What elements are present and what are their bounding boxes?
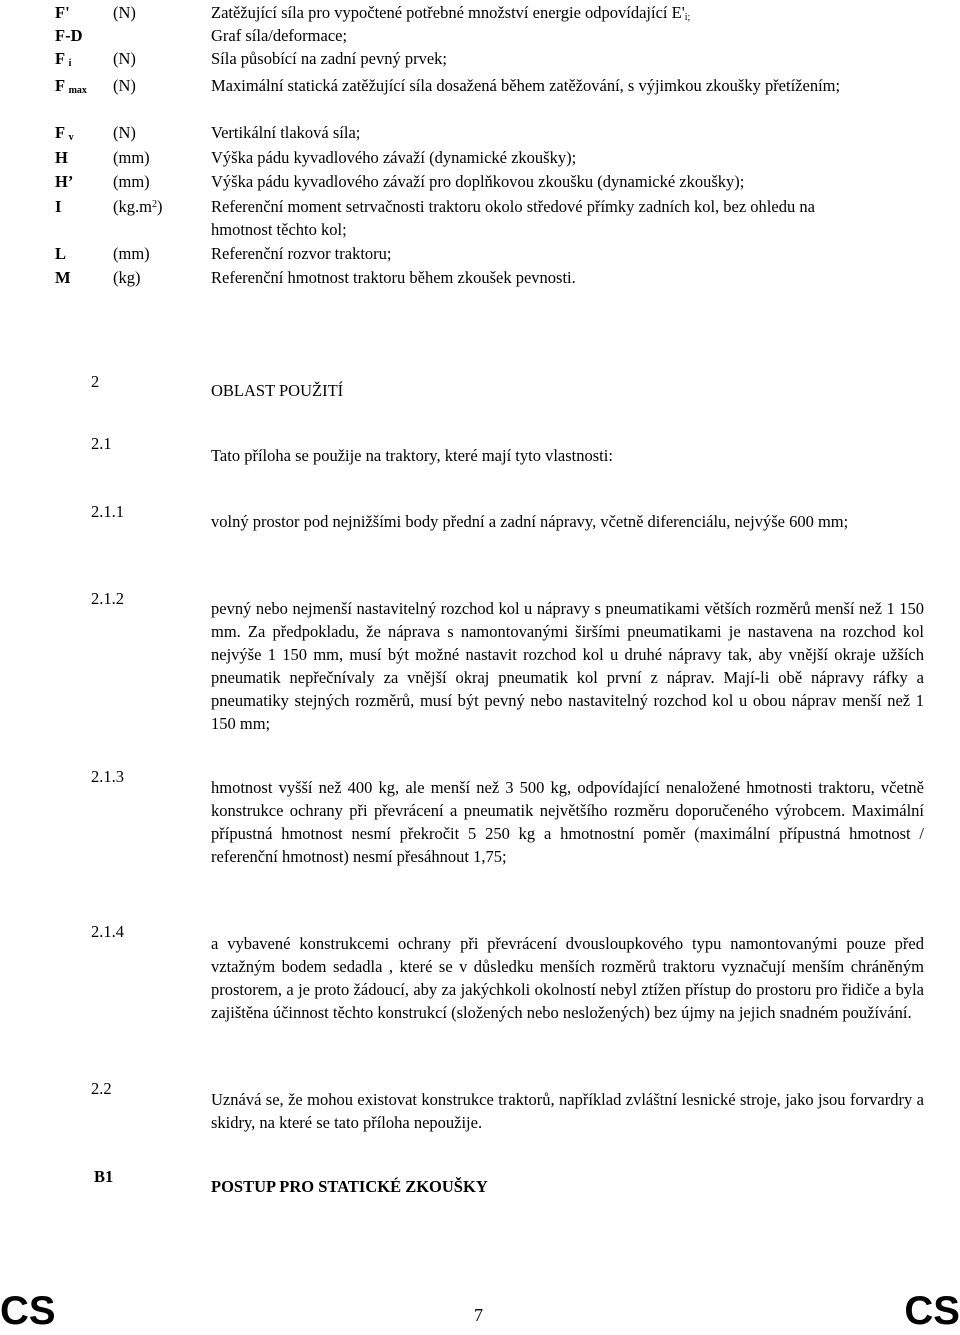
symbol-description: Výška pádu kyvadlového závaží pro doplňkovou zkoušku (dynamické zkoušky); bbox=[211, 172, 745, 191]
unit: (N) bbox=[113, 123, 136, 142]
symbol: H’ bbox=[55, 172, 74, 191]
symbol-description: Zatěžující síla pro vypočtené potřebné množství energie odpovídající $E'_{i;}$ bbox=[211, 3, 691, 23]
symbol: F $_i$ bbox=[55, 49, 72, 69]
symbol-description: Referenční moment setrvačnosti traktoru okolo středové přímky zadních kol, bez ohledu na hmotnost těchto kol; bbox=[211, 197, 815, 239]
unit: (mm) bbox=[113, 148, 150, 167]
item-text: hmotnost vyšší než 400 kg, ale menší než 3 500 kg, odpovídající nenaložené hmotnosti traktoru, včetně konstrukce ochrany při převrácení a pneumatik největšího rozměru doporučeného výrobcem. Maximální přípustná hmotnost nesmí překročit 5 250 kg a hmotnostní poměr (maximální přípustná hmotnost / referenční hmotnost) nesmí přesáhnout 1,75; bbox=[211, 778, 924, 866]
symbol-description: Síla působící na zadní pevný prvek; bbox=[211, 49, 447, 68]
item-number: 2.1.3 bbox=[91, 767, 124, 786]
footer-language-left: CS bbox=[0, 1289, 56, 1333]
symbol-description: Výška pádu kyvadlového závaží (dynamické zkoušky); bbox=[211, 148, 577, 167]
item-number: 2.1.4 bbox=[91, 922, 124, 941]
symbol: F $_{max}$ bbox=[55, 76, 87, 96]
item-number: 2.1 bbox=[91, 434, 112, 453]
item-text: a vybavené konstrukcemi ochrany při převrácení dvousloupkového typu namontovanými pouze před vztažným bodem sedadla , které se v důsledku menších rozměrů traktoru vyznačují menším chráněným prostorem, a je proto žádoucí, aby za jakýchkoli okolností nebyl ztížen přístup do prostoru pro řidiče a byla zajištěna účinnost těchto konstrukcí (složených nebo nesložených) bez újmy na jejich snadném používání. bbox=[211, 934, 924, 1022]
item-text: volný prostor pod nejnižšími body přední a zadní nápravy, včetně diferenciálu, nejvýše 600 mm; bbox=[211, 512, 849, 531]
annex-title: POSTUP PRO STATICKÉ ZKOUŠKY bbox=[211, 1177, 488, 1196]
symbol-description: Maximální statická zatěžující síla dosažená během zatěžování, s výjimkou zkoušky přetížením; bbox=[211, 76, 841, 95]
item-text: pevný nebo nejmenší nastavitelný rozchod kol u nápravy s pneumatikami větších rozměrů menší než 1 150 mm. Za předpokladu, že náprava s namontovanými širšími pneumatikami je nastavena na rozchod kol nejvýše 1 150 mm, musí být možné nastavit rozchod kol u druhé nápravy tak, aby vnější okraje užších pneumatik nepřečnívaly za vnější okraj pneumatik kol první z náprav. Mají-li obě nápravy ráfky a pneumatiky stejných rozměrů, musí být pevný nebo nastavitelný rozchod kol u obou náprav menší než 1 150 mm; bbox=[211, 599, 924, 733]
unit: (N) bbox=[113, 3, 136, 22]
symbol-description: Graf síla/deformace; bbox=[211, 26, 348, 45]
unit: (mm) bbox=[113, 172, 150, 191]
unit: (mm) bbox=[113, 244, 150, 263]
item-number: 2.2 bbox=[91, 1079, 112, 1098]
item-text: Uznává se, že mohou existovat konstrukce traktorů, například zvláštní lesnické stroje, jako jsou forvardry a skidry, na které se tato příloha nepoužije. bbox=[211, 1090, 924, 1132]
item-number: 2.1.2 bbox=[91, 589, 124, 608]
symbol-description: Referenční rozvor traktoru; bbox=[211, 244, 392, 263]
unit: (kg) bbox=[113, 268, 141, 287]
symbol: F' bbox=[55, 3, 70, 22]
item-number: 2.1.1 bbox=[91, 502, 124, 521]
footer-language-right: CS bbox=[904, 1289, 960, 1333]
unit: $(kg.m^2)$ bbox=[113, 197, 163, 216]
symbol: F $_v$ bbox=[55, 123, 74, 143]
symbol: F-D bbox=[55, 26, 83, 45]
section-title: OBLAST POUŽITÍ bbox=[211, 381, 344, 400]
item-text: Tato příloha se použije na traktory, které mají tyto vlastnosti: bbox=[211, 446, 613, 465]
annex-number: B1 bbox=[94, 1167, 114, 1186]
unit: (N) bbox=[113, 49, 136, 68]
symbol: H bbox=[55, 148, 68, 167]
symbol-description: Referenční hmotnost traktoru během zkoušek pevnosti. bbox=[211, 268, 576, 287]
section-number: 2 bbox=[91, 372, 100, 391]
symbol-description: Vertikální tlaková síla; bbox=[211, 123, 361, 142]
symbol: I bbox=[55, 197, 62, 216]
unit: (N) bbox=[113, 76, 136, 95]
page-number: 7 bbox=[474, 1305, 483, 1325]
symbol: L bbox=[55, 244, 67, 263]
symbol: M bbox=[55, 268, 71, 287]
